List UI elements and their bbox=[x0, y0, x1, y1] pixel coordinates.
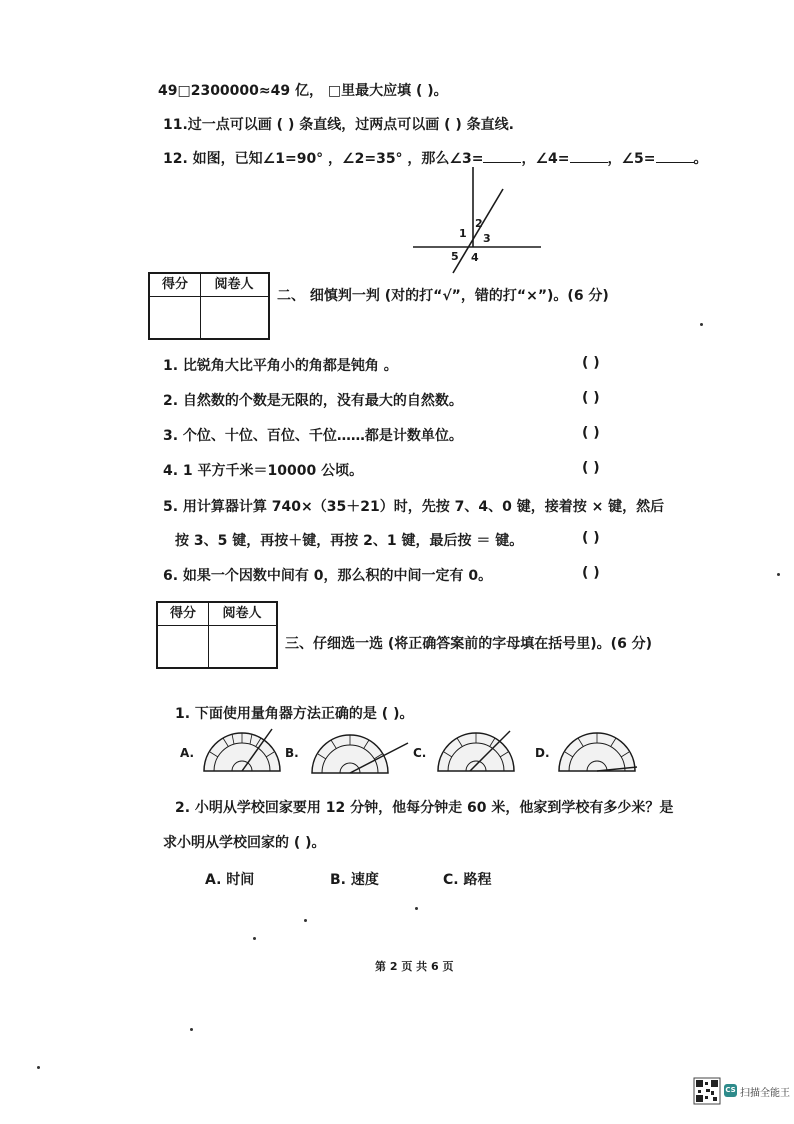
question-10-tail: 49□2300000≈49 亿， □里最大应填 ( )。 bbox=[158, 83, 448, 99]
option-c-distance[interactable]: C. 路程 bbox=[443, 872, 492, 888]
judge-answer-1[interactable]: ( ) bbox=[582, 355, 600, 371]
angle-figure bbox=[405, 165, 550, 275]
camscanner-watermark: 扫描全能王 bbox=[740, 1088, 790, 1099]
judge-answer-4[interactable]: ( ) bbox=[582, 460, 600, 476]
angle3-blank[interactable] bbox=[483, 150, 521, 163]
protractor-option-d[interactable] bbox=[557, 727, 639, 775]
section-3-title: 三、仔细选一选 (将正确答案前的字母填在括号里)。(6 分) bbox=[285, 636, 653, 652]
protractor-option-c[interactable] bbox=[436, 727, 516, 773]
judge-item-5: 5. 用计算器计算 740×（35＋21）时，先按 7、4、0 键，接着按 × 键，然后 bbox=[163, 499, 665, 515]
angle-label-5: 5 bbox=[451, 250, 459, 263]
judge-item-3: 3. 个位、十位、百位、千位……都是计数单位。 bbox=[163, 428, 463, 444]
angle-label-2: 2 bbox=[475, 217, 483, 230]
score-header: 得分 bbox=[169, 606, 196, 621]
judge-item-4: 4. 1 平方千米＝10000 公顷。 bbox=[163, 463, 364, 479]
question-12-sep-1: ，∠4= bbox=[521, 151, 570, 167]
question-11: 11.过一点可以画 ( ) 条直线，过两点可以画 ( ) 条直线. bbox=[163, 117, 514, 133]
choice-question-1: 1. 下面使用量角器方法正确的是 ( )。 bbox=[175, 706, 414, 722]
angle-label-1: 1 bbox=[459, 227, 467, 240]
angle-label-3: 3 bbox=[483, 232, 491, 245]
judge-answer-3[interactable]: ( ) bbox=[582, 425, 600, 441]
question-12-end: 。 bbox=[693, 151, 708, 167]
choice-question-2-cont: 求小明从学校回家的 ( )。 bbox=[163, 835, 326, 851]
reviewer-header: 阅卷人 bbox=[222, 606, 262, 621]
judge-item-6: 6. 如果一个因数中间有 0，那么积的中间一定有 0。 bbox=[163, 568, 493, 584]
angle5-blank[interactable] bbox=[656, 150, 694, 163]
angle-label-4: 4 bbox=[471, 251, 479, 264]
angle4-blank[interactable] bbox=[570, 150, 608, 163]
protractor-option-b[interactable] bbox=[310, 729, 410, 775]
page-number: 第 2 页 共 6 页 bbox=[375, 960, 454, 973]
option-a-label[interactable]: A. bbox=[180, 746, 195, 760]
section-2-title: 二、 细慎判一判 (对的打“√”，错的打“×”)。(6 分) bbox=[277, 288, 609, 304]
reviewer-header: 阅卷人 bbox=[214, 277, 254, 292]
judge-item-1: 1. 比锐角大比平角小的角都是钝角 。 bbox=[163, 358, 398, 374]
camscanner-badge-icon: CS bbox=[724, 1084, 737, 1097]
option-a-time[interactable]: A. 时间 bbox=[205, 872, 255, 888]
option-b-label[interactable]: B. bbox=[285, 746, 299, 760]
option-d-label[interactable]: D. bbox=[535, 746, 550, 760]
question-12-sep-2: ，∠5= bbox=[607, 151, 656, 167]
score-box-section2 bbox=[148, 272, 270, 340]
judge-answer-6[interactable]: ( ) bbox=[582, 565, 600, 581]
judge-item-5-cont: 按 3、5 键，再按＋键，再按 2、1 键，最后按 ＝ 键。 bbox=[175, 533, 524, 549]
option-b-speed[interactable]: B. 速度 bbox=[330, 872, 379, 888]
choice-question-2: 2. 小明从学校回家要用 12 分钟，他每分钟走 60 米，他家到学校有多少米？是 bbox=[175, 800, 674, 816]
judge-answer-5[interactable]: ( ) bbox=[582, 530, 600, 546]
judge-answer-2[interactable]: ( ) bbox=[582, 390, 600, 406]
judge-item-2: 2. 自然数的个数是无限的，没有最大的自然数。 bbox=[163, 393, 463, 409]
qr-code-icon bbox=[694, 1078, 720, 1104]
question-12-text: 12. 如图，已知∠1=90° ，∠2=35° ，那么∠3= bbox=[163, 151, 484, 167]
score-header: 得分 bbox=[161, 277, 188, 292]
protractor-option-a[interactable] bbox=[202, 727, 282, 773]
option-c-label[interactable]: C. bbox=[413, 746, 427, 760]
score-box-section3 bbox=[156, 601, 278, 669]
